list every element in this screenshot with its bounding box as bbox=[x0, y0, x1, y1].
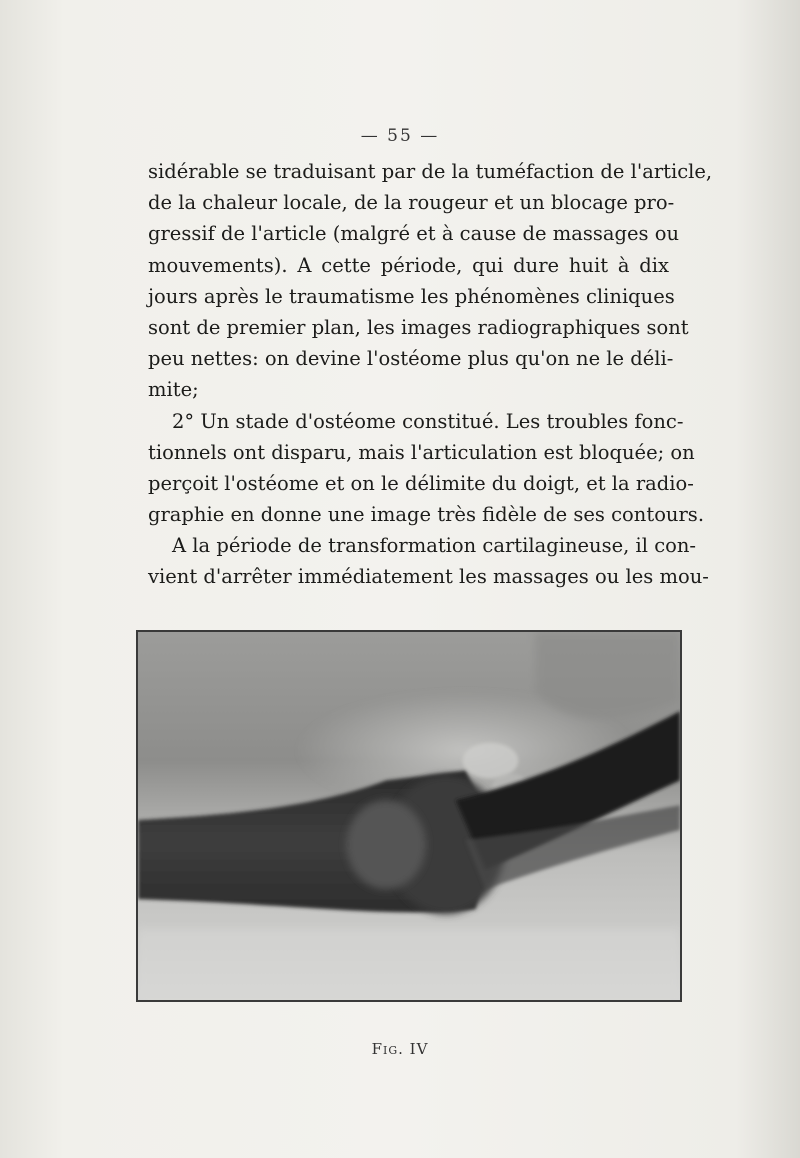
xray-figure bbox=[136, 630, 682, 1002]
body-text bbox=[148, 156, 713, 593]
text-line: de la chaleur locale, de la rougeur et un blocage pro- bbox=[148, 191, 675, 215]
text-line: perçoit l'ostéome et on le délimite du doigt, et la radio- bbox=[148, 471, 694, 495]
page-number: — 55 — bbox=[360, 126, 440, 146]
text-line: vient d'arrêter immédiatement les massages ou les mou- bbox=[148, 565, 709, 589]
figure-caption: Fig. IV bbox=[371, 1040, 429, 1058]
text-line: sont de premier plan, les images radiographiques sont bbox=[148, 315, 689, 339]
text-line: sidérable se traduisant par de la tuméfaction de l'article, bbox=[148, 160, 713, 183]
text-line: A la période de transformation cartilagineuse, il con- bbox=[172, 534, 697, 558]
text-line: mouvements). A cette période, qui dure huit à dix bbox=[148, 253, 669, 277]
text-line: tionnels ont disparu, mais l'articulation est bloquée; on bbox=[148, 440, 695, 464]
text-line: jours après le traumatisme les phénomènes cliniques bbox=[148, 284, 675, 308]
xray-image bbox=[138, 632, 680, 1000]
text-line: gressif de l'article (malgré et à cause de massages ou bbox=[148, 222, 680, 246]
text-line: mite; bbox=[148, 378, 199, 402]
text-line: 2° Un stade d'ostéome constitué. Les troubles fonc- bbox=[172, 409, 684, 433]
text-line: peu nettes: on devine l'ostéome plus qu'on ne le déli- bbox=[148, 347, 674, 371]
text-line: graphie en donne une image très fidèle de ses contours. bbox=[148, 503, 705, 527]
